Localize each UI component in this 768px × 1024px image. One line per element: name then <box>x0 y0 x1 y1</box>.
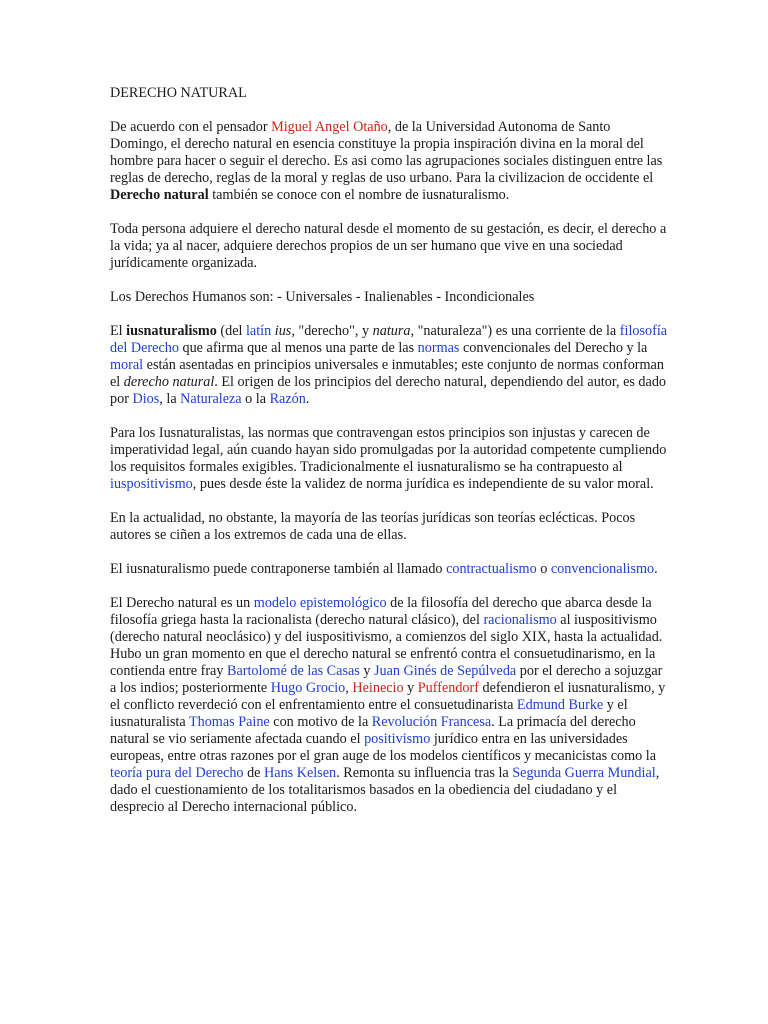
text: con motivo de la <box>269 714 372 730</box>
paragraph-iusnaturalismo <box>110 323 668 408</box>
text: De acuerdo con el pensador <box>110 119 272 135</box>
paragraph-actualidad: En la actualidad, no obstante, la mayoría de las teorías jurídicas son teorías eclécticas. Pocos autores se ciñen a los extremos de cada una de ellas. <box>110 510 636 543</box>
text: y el iusnaturalista <box>110 697 628 730</box>
text: o <box>536 561 551 577</box>
link-thomas-paine[interactable]: Thomas Paine <box>188 714 270 730</box>
text: , <box>345 680 353 696</box>
paragraph-intro <box>110 119 668 204</box>
link-heinecio[interactable]: Heinecio <box>352 680 404 696</box>
link-racionalismo[interactable]: racionalismo <box>483 612 557 628</box>
text: . <box>305 391 310 407</box>
link-puffendorf[interactable]: Puffendorf <box>417 680 479 696</box>
italic-ius: ius <box>274 323 292 339</box>
text: El <box>110 323 127 339</box>
text: El iusnaturalismo puede contraponerse también al llamado <box>110 561 447 577</box>
link-hans-kelsen[interactable]: Hans Kelsen <box>264 765 337 781</box>
text: . La primacía del derecho natural se vio seriamente afectada cuando el <box>110 714 636 747</box>
text: y <box>403 680 418 696</box>
text: , la <box>159 391 181 407</box>
paragraph-iusnaturalistas <box>110 425 668 493</box>
text: , de la Universidad Autonoma de Santo Domingo, el derecho natural en esencia constituye la propia inspiración divina en la moral del hombre para hacer o seguir el derecho. Es asi como las agrupaciones sociales distinguen entre las reglas de derecho, reglas de la moral y reglas de uso urbano. Para la civilizacion de occidente el <box>110 119 663 186</box>
link-contractualismo[interactable]: contractualismo <box>446 561 537 577</box>
bold-iusnaturalismo: iusnaturalismo <box>126 323 217 339</box>
document-title: DERECHO NATURAL <box>110 85 247 101</box>
text: de <box>243 765 265 781</box>
link-iuspositivismo[interactable]: iuspositivismo <box>110 476 193 492</box>
link-miguel-angel-otano[interactable]: Miguel Angel Otaño <box>271 119 388 135</box>
paragraph-contraponerse <box>110 561 668 578</box>
text: o la <box>241 391 270 407</box>
text: también se conoce con el nombre de iusnaturalismo. <box>208 187 510 203</box>
link-revolucion-francesa[interactable]: Revolución Francesa <box>371 714 492 730</box>
paragraph-derecho-vida: Toda persona adquiere el derecho natural desde el momento de su gestación, es decir, el derecho a la vida; ya al nacer, adquiere derechos propios de un ser humano que vive en una sociedad jurídicamente organizada. <box>110 221 667 271</box>
text: defendieron el iusnaturalismo, y el conflicto reverdeció con el enfrentamiento entre el consuetudinarista <box>110 680 666 713</box>
link-edmund-burke[interactable]: Edmund Burke <box>516 697 604 713</box>
link-naturaleza[interactable]: Naturaleza <box>180 391 242 407</box>
text: que afirma que al menos una parte de las <box>178 340 418 356</box>
text: , "derecho", y <box>291 323 373 339</box>
link-positivismo[interactable]: positivismo <box>364 731 431 747</box>
link-hugo-grocio[interactable]: Hugo Grocio <box>270 680 346 696</box>
italic-derecho-natural: derecho natural <box>123 374 215 390</box>
link-juan-gines-de-sepulveda[interactable]: Juan Ginés de Sepúlveda <box>373 663 517 679</box>
text: . Remonta su influencia tras la <box>336 765 513 781</box>
text: . El origen de los principios del derecho natural, dependiendo del autor, es dado por <box>110 374 667 407</box>
link-filosofia-del-derecho[interactable]: filosofía del Derecho <box>110 323 668 356</box>
text: jurídico entra en las universidades europeas, entre otras razones por el gran auge de los modelos científicos y mecanicistas como la <box>110 731 657 764</box>
paragraph-modelo-epistemologico <box>110 595 668 816</box>
link-moral[interactable]: moral <box>110 357 144 373</box>
text: , "naturaleza") es una corriente de la <box>410 323 620 339</box>
link-latin[interactable]: latín <box>245 323 272 339</box>
paragraph-derechos-humanos: Los Derechos Humanos son: - Universales - Inalienables - Incondicionales <box>110 289 535 305</box>
text: (del <box>216 323 246 339</box>
link-razon[interactable]: Razón <box>269 391 306 407</box>
link-teoria-pura-del-derecho[interactable]: teoría pura del Derecho <box>110 765 244 781</box>
link-convencionalismo[interactable]: convencionalismo <box>550 561 655 577</box>
link-normas[interactable]: normas <box>417 340 460 356</box>
link-dios[interactable]: Dios <box>132 391 160 407</box>
link-modelo-epistemologico[interactable]: modelo epistemológico <box>253 595 387 611</box>
text: El Derecho natural es un <box>110 595 254 611</box>
text: de la filosofía del derecho que abarca desde la filosofía griega hasta la racionalista (derecho natural clásico), del <box>110 595 652 628</box>
text: al iuspositivismo (derecho natural neoclásico) y del iuspositivismo, a comienzos del siglo XIX, hasta la actualidad. Hubo un gran momento en que el derecho natural se enfrentó contra el consuetudinarismo, en la contienda entre fray <box>110 612 663 679</box>
text: están asentadas en principios universales e inmutables; este conjunto de normas conforman el <box>110 357 664 390</box>
text: , pues desde éste la validez de norma jurídica es independiente de su valor moral. <box>192 476 654 492</box>
text: . <box>654 561 658 577</box>
italic-natura: natura <box>372 323 411 339</box>
link-bartolome-de-las-casas[interactable]: Bartolomé de las Casas <box>227 663 360 679</box>
text: por el derecho a sojuzgar a los indios; posteriormente <box>110 663 663 696</box>
text: , dado el cuestionamiento de los totalitarismos basados en la obediencia del ciudadano y el desprecio al Derecho internacional público. <box>110 765 660 815</box>
bold-derecho-natural: Derecho natural <box>110 187 209 203</box>
text: convencionales del Derecho y la <box>459 340 648 356</box>
text: y <box>359 663 374 679</box>
text: Para los Iusnaturalistas, las normas que contravengan estos principios son injustas y carecen de imperatividad legal, aún cuando hayan sido promulgadas por la autoridad competente cumpliendo los requisitos formales exigibles. Tradicionalmente el iusnaturalismo se ha contrapuesto al <box>110 425 667 475</box>
link-segunda-guerra-mundial[interactable]: Segunda Guerra Mundial <box>512 765 656 781</box>
